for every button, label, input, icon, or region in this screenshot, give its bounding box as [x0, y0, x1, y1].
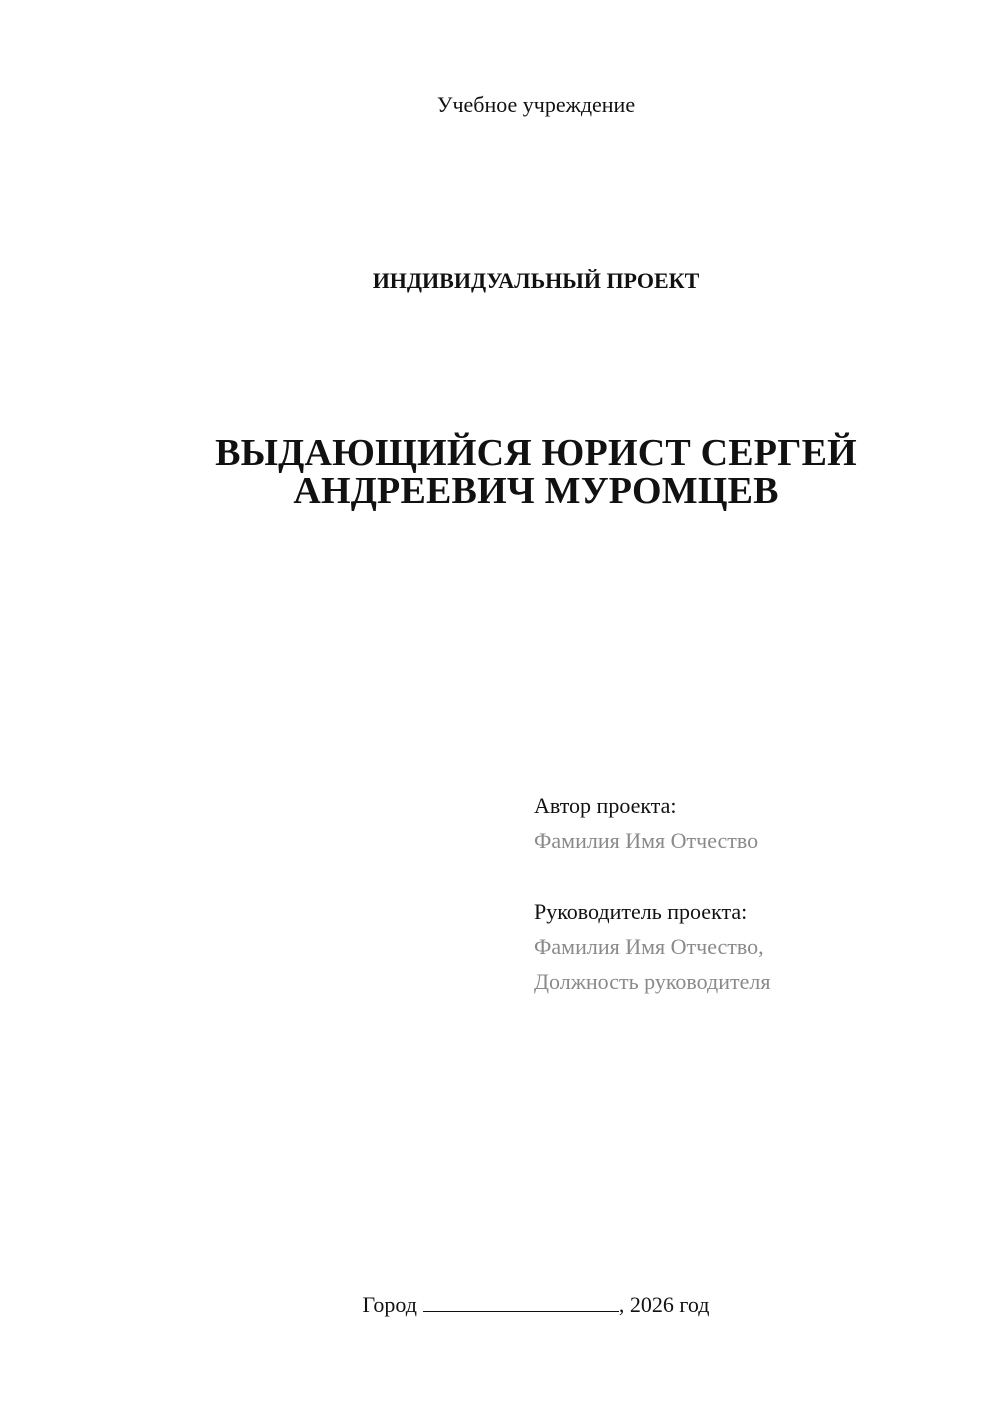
supervisor-label: Руководитель проекта: [534, 899, 748, 924]
author-name: Фамилия Имя Отчество [534, 828, 759, 853]
credits-spacer [534, 858, 974, 894]
supervisor-name: Фамилия Имя Отчество, [534, 934, 764, 959]
author-label: Автор проекта: [534, 793, 677, 818]
city-blank-underline [423, 1293, 619, 1312]
project-title [0, 434, 1000, 510]
year-text: , 2026 год [618, 1292, 710, 1317]
supervisor-position: Должность руководителя [534, 969, 771, 994]
institution-name: Учебное учреждение [436, 92, 636, 117]
city-year-line [0, 1290, 1000, 1320]
project-title-line-2: АНДРЕЕВИЧ МУРОМЦЕВ [293, 470, 779, 512]
city-label: Город [362, 1292, 417, 1317]
project-title-line-1: ВЫДАЮЩИЙСЯ ЮРИСТ СЕРГЕЙ [215, 432, 857, 474]
credits-block [534, 788, 974, 999]
project-type-heading: ИНДИВИДУАЛЬНЫЙ ПРОЕКТ [372, 268, 700, 293]
